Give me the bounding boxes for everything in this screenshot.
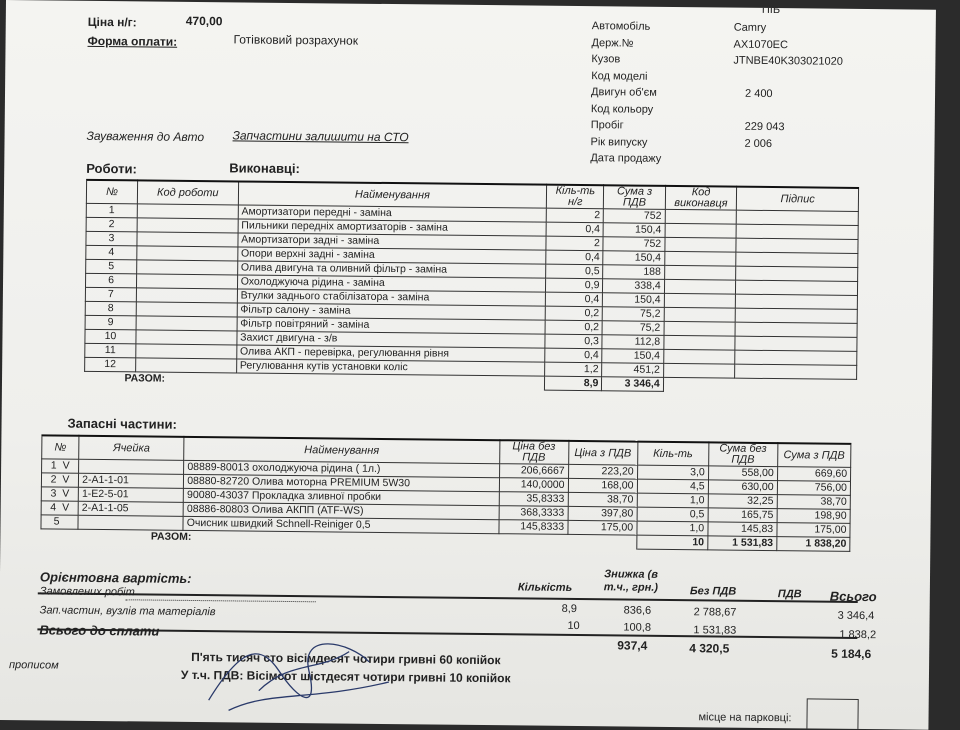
works-cell-n: 2 <box>86 217 137 232</box>
parts-cell-price: 145,8333 <box>499 520 568 535</box>
works-cell-sum: 150,4 <box>602 349 663 364</box>
works-col-sign: Підпис <box>737 187 859 212</box>
works-cell-qty: 0,4 <box>546 250 603 265</box>
works-cell-n: 5 <box>86 259 137 274</box>
parts-cell-sum: 558,00 <box>708 466 777 481</box>
parts-cell-name: 08886-80803 Олива АКПП (ATF-WS) <box>183 502 498 519</box>
parts-col-name: Найменування <box>184 437 500 464</box>
works-cell-n: 1 <box>86 203 137 218</box>
car-field-label: Двигун об'єм <box>591 86 657 99</box>
works-cell-sum: 188 <box>603 265 664 280</box>
parking-label: місце на парковці: <box>698 711 791 724</box>
works-cell-sum: 150,4 <box>603 251 664 266</box>
works-col-sum: Сума з ПДВ <box>604 185 666 209</box>
works-title: Роботи: <box>86 161 137 177</box>
parts-check-mark: V <box>63 460 70 472</box>
parts-cell-sum: 630,00 <box>708 480 777 495</box>
parts-cell-qty: 1,0 <box>637 493 708 508</box>
car-field-value: 229 043 <box>745 121 785 133</box>
works-cell-sign <box>736 294 858 309</box>
parts-title: Запасні частини: <box>67 416 176 432</box>
estimate-row1-dots <box>126 599 316 602</box>
estimate-row2-label: Зап.частин, вузлів та матеріалів <box>40 604 216 618</box>
parts-number: 4 <box>50 501 56 513</box>
car-field-label: Держ.№ <box>592 37 634 49</box>
parts-check-mark: V <box>62 488 69 500</box>
car-field-label: Автомобіль <box>592 20 651 33</box>
works-cell-n: 11 <box>85 343 136 358</box>
parts-cell-cell: 2-A1-1-05 <box>78 501 183 516</box>
works-cell-code <box>136 302 237 317</box>
car-field-value: 2 006 <box>744 137 772 149</box>
works-cell-sign <box>736 238 858 253</box>
pay-discount: 937,4 <box>617 638 647 652</box>
parts-cell-n <box>41 473 78 487</box>
works-cell-name: Втулки заднього стабілізатора - заміна <box>237 289 546 306</box>
works-cell-n: 6 <box>85 273 136 288</box>
parts-cell-sum-vat: 756,00 <box>777 481 850 496</box>
works-cell-code <box>137 246 238 261</box>
car-field-value: AX1070EC <box>734 38 789 51</box>
works-cell-qty: 0,9 <box>546 278 603 293</box>
parts-col-qty: Кіль-ть <box>637 442 708 466</box>
works-cell-sign <box>736 252 858 267</box>
works-cell-qty: 2 <box>546 236 603 251</box>
works-cell-qty: 0,5 <box>546 264 603 279</box>
works-cell-n: 12 <box>85 357 136 372</box>
remark-label: Зауваження до Авто <box>87 129 205 144</box>
works-cell-name: Амортизатори задні - заміна <box>238 233 547 250</box>
performers-label: Виконавці: <box>229 160 300 176</box>
parts-cell-name: 90080-43037 Прокладка зливної пробки <box>183 488 498 505</box>
parts-total-qty: 10 <box>636 535 707 550</box>
works-cell-qty: 0,4 <box>545 348 602 363</box>
works-cell-sum: 451,2 <box>602 363 663 378</box>
parts-cell-cell <box>79 459 184 474</box>
works-total-sum: 3 346,4 <box>602 377 663 392</box>
pay-no-vat: 4 320,5 <box>689 641 729 655</box>
parts-cell-price-vat: 38,70 <box>568 492 637 507</box>
parts-cell-n <box>41 515 78 529</box>
parts-col-price: Ціна без ПДВ <box>499 440 568 464</box>
estimate-title: Орієнтовна вартість: <box>40 569 192 586</box>
works-cell-code <box>137 232 238 247</box>
parts-cell-name: 08889-80013 охолоджуюча рідина ( 1л.) <box>184 460 499 477</box>
works-cell-qty: 1,2 <box>545 362 602 377</box>
works-cell-name: Олива АКП - перевірка, регулювання рівня <box>236 345 545 362</box>
works-col-code: Код роботи <box>137 180 238 205</box>
works-cell-qty: 0,4 <box>546 222 603 237</box>
pay-label: Всього до сплати <box>39 622 159 638</box>
words-vat: У т.ч. ПДВ: Вісімсот шістдесят чотири гривні 10 копійок <box>181 668 511 685</box>
car-field-value: Camry <box>734 22 767 34</box>
parts-total-sum-vat: 1 838,20 <box>776 537 849 552</box>
parts-cell-sum-vat: 669,60 <box>777 467 850 482</box>
works-cell-code <box>136 316 237 331</box>
parts-col-n: № <box>42 435 79 459</box>
parts-cell-sum-vat: 175,00 <box>777 523 850 538</box>
works-cell-n: 7 <box>85 287 136 302</box>
works-col-performer: Код виконавця <box>665 186 737 210</box>
parts-cell-sum: 165,75 <box>708 508 777 523</box>
price-value: 470,00 <box>186 14 223 28</box>
works-cell-performer <box>665 209 737 224</box>
parts-cell-price-vat: 168,00 <box>568 478 637 493</box>
works-cell-sign <box>736 224 858 239</box>
works-cell-performer <box>664 265 736 280</box>
works-cell-n: 9 <box>85 315 136 330</box>
parts-cell-qty: 0,5 <box>637 507 708 522</box>
works-cell-sum: 75,2 <box>602 321 663 336</box>
works-cell-performer <box>663 349 735 364</box>
parts-cell-cell <box>78 515 183 530</box>
works-cell-name: Пильники передніх амортизаторів - заміна <box>238 219 547 236</box>
works-cell-performer <box>664 251 736 266</box>
works-cell-sum: 112,8 <box>602 335 663 350</box>
estimate-row1-discount: 836,6 <box>624 605 652 617</box>
parts-col-sum-vat: Сума з ПДВ <box>777 443 851 467</box>
parts-cell-price: 368,3333 <box>499 506 568 521</box>
parts-cell-price: 140,0000 <box>499 478 568 493</box>
payment-label: Форма оплати: <box>88 34 178 49</box>
works-cell-name: Охолоджуюча рідина - заміна <box>237 275 546 292</box>
parts-table <box>40 434 851 551</box>
estimate-row1-total: 3 346,4 <box>838 610 875 622</box>
estimate-row2-total: 1 838,2 <box>839 629 876 641</box>
works-cell-code <box>136 330 237 345</box>
works-cell-code <box>137 260 238 275</box>
parts-total-label: РАЗОМ: <box>41 529 637 549</box>
words-label: прописом <box>9 659 59 672</box>
works-cell-name: Олива двигуна та оливний фільтр - заміна <box>237 261 546 278</box>
parts-cell-price: 206,6667 <box>499 464 568 479</box>
works-cell-qty: 0,2 <box>545 306 602 321</box>
parts-cell-name: 08880-82720 Олива моторна PREMIUM 5W30 <box>184 474 499 491</box>
works-cell-sign <box>735 364 857 379</box>
works-cell-code <box>137 204 238 219</box>
works-cell-sign <box>736 280 858 295</box>
works-cell-sum: 338,4 <box>603 279 664 294</box>
works-cell-sign <box>737 210 859 225</box>
parts-cell-qty: 4,5 <box>637 479 708 494</box>
works-cell-sign <box>735 322 857 337</box>
works-cell-qty: 0,4 <box>546 292 603 307</box>
parts-col-price-vat: Ціна з ПДВ <box>568 441 637 465</box>
works-cell-code <box>136 358 237 373</box>
works-cell-sum: 150,4 <box>603 293 664 308</box>
works-cell-n: 4 <box>86 245 137 260</box>
car-field-label: Рік випуску <box>590 136 647 149</box>
works-cell-name: Амортизатори передні - заміна <box>238 205 547 222</box>
car-field-label: Код кольору <box>591 103 653 116</box>
car-field-label: Кузов <box>591 53 620 65</box>
parts-check-mark: V <box>62 502 69 514</box>
signature <box>198 630 399 722</box>
works-cell-name: Захист двигуна - з/в <box>237 331 546 348</box>
price-label: Ціна н/г: <box>88 15 137 30</box>
estimate-col-vat: ПДВ <box>778 588 802 600</box>
parking-box <box>806 698 858 729</box>
remark-value: Запчастини залишити на СТО <box>233 128 409 144</box>
parts-cell-cell: 2-A1-1-01 <box>79 473 184 488</box>
parts-cell-cell: 1-E2-5-01 <box>78 487 183 502</box>
parts-cell-name: Очисник швидкий Schnell-Reiniger 0,5 <box>183 516 498 533</box>
parts-number: 2 <box>51 473 57 485</box>
works-cell-n: 8 <box>85 301 136 316</box>
estimate-row1-label: Замовлених робіт <box>40 585 135 598</box>
works-cell-performer <box>664 321 736 336</box>
works-cell-code <box>136 288 237 303</box>
works-cell-name: Регулювання кутів установки коліс <box>236 359 545 376</box>
parts-col-sum: Сума без ПДВ <box>708 442 777 466</box>
parts-cell-sum-vat: 38,70 <box>777 495 850 510</box>
works-col-qty: Кіль-ть н/г <box>547 185 604 209</box>
car-field-value: JTNBE40K303021020 <box>733 55 843 68</box>
works-cell-name: Фільтр салону - заміна <box>237 303 546 320</box>
parts-cell-price-vat: 223,20 <box>568 464 637 479</box>
works-cell-sign <box>736 308 858 323</box>
estimate-col-qty: Кількість <box>518 581 572 594</box>
works-cell-qty: 0,2 <box>545 320 602 335</box>
parts-cell-n <box>41 501 78 515</box>
estimate-col-no-vat: Без ПДВ <box>690 585 736 597</box>
parts-total-sum: 1 531,83 <box>707 536 776 551</box>
works-cell-sum: 75,2 <box>603 307 664 322</box>
works-cell-performer <box>665 223 737 238</box>
works-cell-name: Фільтр повітряний - заміна <box>237 317 546 334</box>
works-col-name: Найменування <box>238 181 547 208</box>
estimate-row2-qty: 10 <box>567 620 579 632</box>
parts-cell-price-vat: 175,00 <box>567 520 636 535</box>
parts-cell-sum-vat: 198,90 <box>777 509 850 524</box>
works-cell-performer <box>664 293 736 308</box>
works-cell-sum: 752 <box>603 237 664 252</box>
parts-cell-qty: 1,0 <box>636 521 707 536</box>
parts-col-cell: Ячейка <box>79 436 184 461</box>
works-cell-performer <box>665 237 737 252</box>
parts-number: 5 <box>54 516 60 528</box>
parts-number: 3 <box>50 487 56 499</box>
works-cell-performer <box>664 279 736 294</box>
works-cell-name: Опори верхні задні - заміна <box>237 247 546 264</box>
estimate-row1-no-vat: 2 788,67 <box>694 606 737 618</box>
parts-cell-price-vat: 397,80 <box>568 506 637 521</box>
works-cell-performer <box>664 307 736 322</box>
parts-cell-qty: 3,0 <box>637 465 708 480</box>
estimate-col-discount: Знижка (в т.ч., грн.) <box>592 568 670 595</box>
works-cell-performer <box>663 363 735 378</box>
estimate-row2-no-vat: 1 531,83 <box>693 624 736 636</box>
works-cell-sum: 150,4 <box>603 223 664 238</box>
car-field-label: Код моделі <box>591 70 647 83</box>
works-col-n: № <box>86 180 137 204</box>
works-cell-performer <box>664 335 736 350</box>
estimate-row2-discount: 100,8 <box>623 622 651 634</box>
parts-cell-n <box>42 459 79 473</box>
pib-label: ПІБ <box>762 4 780 16</box>
parts-check-mark: V <box>62 474 69 486</box>
estimate-row1-qty: 8,9 <box>562 603 577 615</box>
pib-line <box>586 5 866 9</box>
works-cell-code <box>136 344 237 359</box>
parts-cell-n <box>41 487 78 501</box>
works-table <box>84 179 859 394</box>
parts-cell-sum: 32,25 <box>708 494 777 509</box>
works-cell-sign <box>735 336 857 351</box>
car-field-label: Дата продажу <box>590 152 661 165</box>
parts-cell-sum: 145,83 <box>708 522 777 537</box>
works-cell-n: 10 <box>85 329 136 344</box>
car-field-label: Пробіг <box>591 119 624 131</box>
works-cell-qty: 0,3 <box>545 334 602 349</box>
works-cell-code <box>137 218 238 233</box>
works-cell-n: 3 <box>86 231 137 246</box>
words-total: П'ять тисяч сто вісімдесят чотири гривні 60 копійок <box>191 650 501 667</box>
parts-number: 1 <box>51 459 57 471</box>
pay-total: 5 184,6 <box>831 647 871 661</box>
parts-cell-price: 35,8333 <box>499 492 568 507</box>
works-total-qty: 8,9 <box>545 376 602 391</box>
works-cell-code <box>136 274 237 289</box>
works-total-label: РАЗОМ: <box>84 371 544 390</box>
works-cell-qty: 2 <box>546 208 603 223</box>
works-cell-sum: 752 <box>604 209 665 224</box>
payment-value: Готівковий розрахунок <box>234 32 359 47</box>
works-cell-sign <box>736 266 858 281</box>
estimate-col-total: Всього <box>830 589 877 604</box>
car-field-value: 2 400 <box>745 88 773 100</box>
works-cell-sign <box>735 350 857 365</box>
